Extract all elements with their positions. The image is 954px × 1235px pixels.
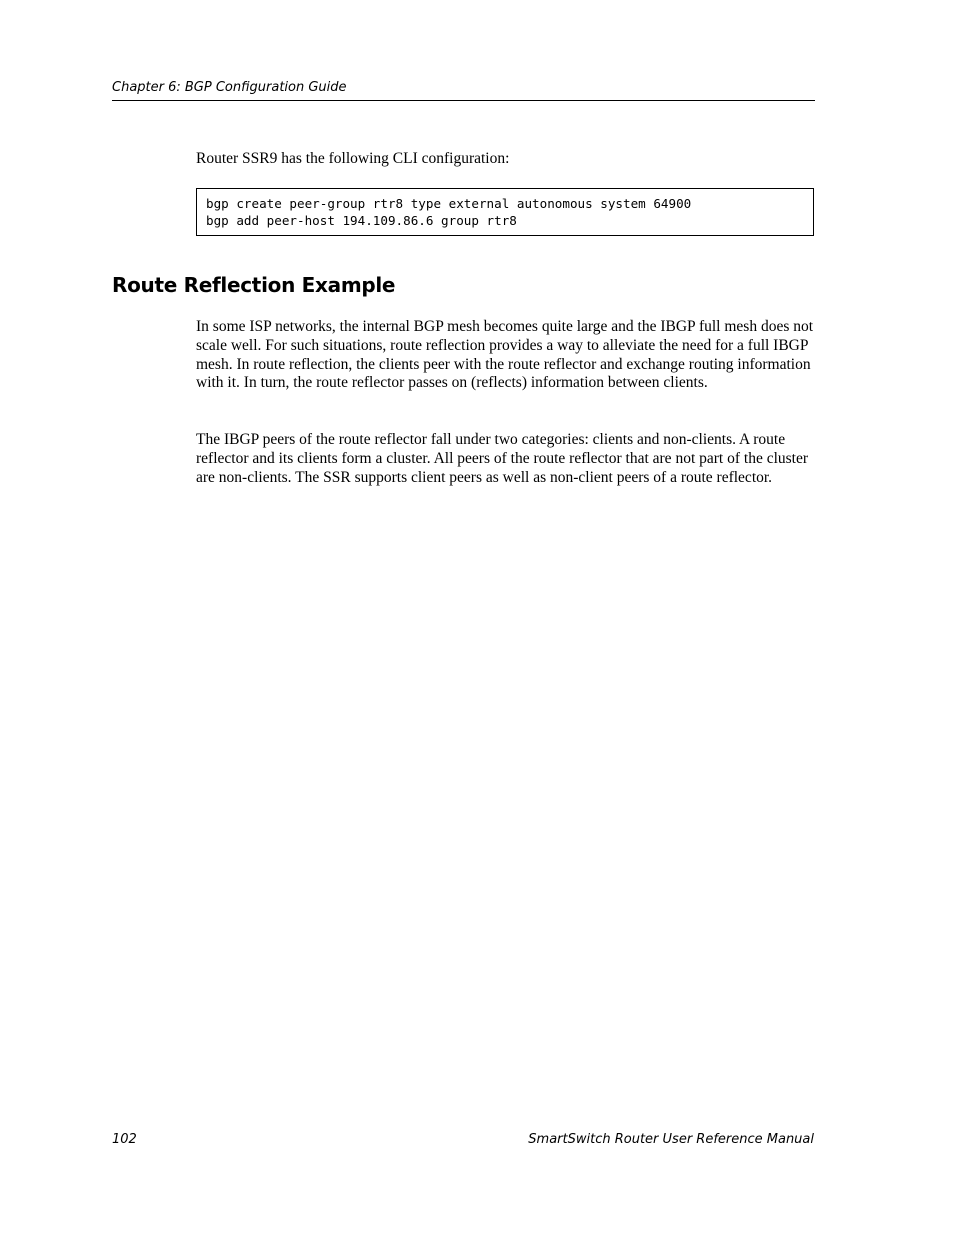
manual-title: SmartSwitch Router User Reference Manual: [528, 1132, 814, 1147]
intro-text: Router SSR9 has the following CLI configuration:: [196, 150, 510, 167]
code-line: bgp add peer-host 194.109.86.6 group rtr8: [206, 213, 517, 228]
section-heading: Route Reflection Example: [112, 273, 396, 297]
body-paragraph: In some ISP networks, the internal BGP mesh becomes quite large and the IBGP full mesh does not scale well. For such situations, route reflection provides a way to alleviate the need for a full IBGP mesh. In route reflection, the clients peer with the route reflector and exchange routing information with it. In turn, the route reflector passes on (reflects) information between clients.: [196, 318, 814, 392]
body-paragraph: The IBGP peers of the route reflector fall under two categories: clients and non-clients. A route reflector and its clients form a cluster. All peers of the route reflector that are not part of the cluster are non-clients. The SSR supports client peers as well as non-client peers of a route reflector.: [196, 431, 809, 486]
running-header: [112, 79, 815, 101]
page-number: 102: [112, 1132, 137, 1147]
chapter-title: Chapter 6: BGP Configuration Guide: [112, 80, 347, 95]
cli-code-block: [196, 188, 814, 236]
code-line: bgp create peer-group rtr8 type external autonomous system 64900: [206, 196, 692, 211]
